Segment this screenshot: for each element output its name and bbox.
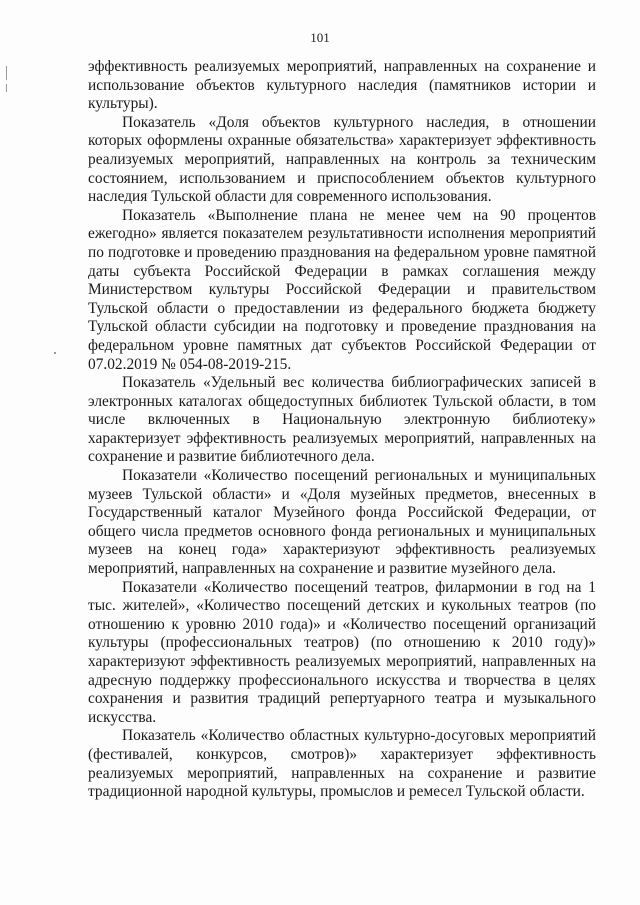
paragraph: Показатели «Количество посещений региональных и муниципальных музеев Тульской области» и «Доля музейных предметов, внесенных в Государственный каталог Музейного фонда Российской Федерации, от общего числа предметов основного фонда региональных и муниципальных музеев на конец года» характеризуют эффективность реализуемых мероприятий, направленных на сохранение и развитие музейного дела. (88, 467, 596, 578)
margin-scan-mark (6, 66, 7, 80)
paragraph: Показатели «Количество посещений театров, филармонии в год на 1 тыс. жителей», «Количество посещений детских и кукольных театров (по отношению к уровню 2010 года)» и «Количество посещений организаций культуры (профессиональных театров) (по отношению к 2010 году)» характеризуют эффективность реализуемых мероприятий, направленных на адресную поддержку профессионального искусства и творчества в целях сохранения и развития традиций репертуарного театра и музыкального искусства. (88, 578, 596, 726)
page-number: 101 (310, 30, 330, 45)
margin-scan-mark (6, 84, 7, 92)
paragraph: Показатель «Количество областных культурно-досуговых мероприятий (фестивалей, конкурсов, смотров)» характеризует эффективность реализуемых мероприятий, направленных на сохранение и развитие традиционной народной культуры, промыслов и ремесел Тульской области. (88, 727, 596, 801)
paragraph: Показатель «Доля объектов культурного наследия, в отношении которых оформлены охранные обязательства» характеризует эффективность реализуемых мероприятий, направленных на контроль за техническим состоянием, использованием и приспособлением объектов культурного наследия Тульской области для современного использования. (88, 113, 596, 206)
margin-scan-mark (54, 352, 56, 354)
paragraph: Показатель «Выполнение плана не менее чем на 90 процентов ежегодно» является показателем результативности исполнения мероприятий по подготовке и проведению празднования на федеральном уровне памятной даты субъекта Российской Федерации в рамках соглашения между Министерством культуры Российской Федерации и правительством Тульской области о предоставлении из федерального бюджета бюджету Тульской области субсидии на подготовку и проведение празднования на федеральном уровне памятных дат субъектов Российской Федерации от 07.02.2019 № 054-08-2019-215. (88, 206, 596, 373)
paragraph-continuation: эффективность реализуемых мероприятий, направленных на сохранение и использование объектов культурного наследия (памятников истории и культуры). (88, 58, 596, 113)
paragraph: Показатель «Удельный вес количества библиографических записей в электронных каталогах общедоступных библиотек Тульской области, в том числе включенных в Национальную электронную библиотеку» характеризует эффективность реализуемых мероприятий, направленных на сохранение и развитие библиотечного дела. (88, 374, 596, 466)
document-body (88, 58, 596, 802)
